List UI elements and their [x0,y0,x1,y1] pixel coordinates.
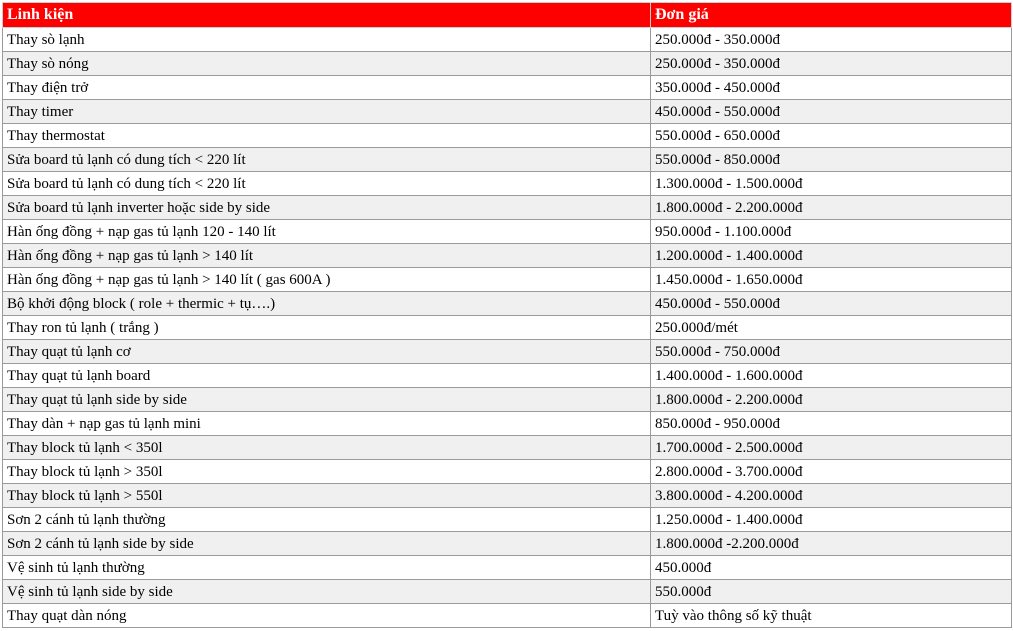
table-row [3,268,1012,292]
component-cell: Sơn 2 cánh tủ lạnh thường [3,508,651,532]
table-body [3,28,1012,628]
column-header-component: Linh kiện [3,3,651,28]
table-row [3,484,1012,508]
component-cell: Thay timer [3,100,651,124]
component-cell: Hàn ống đồng + nạp gas tủ lạnh 120 - 140 lít [3,220,651,244]
component-cell: Thay thermostat [3,124,651,148]
component-cell: Thay block tủ lạnh > 350l [3,460,651,484]
table-row [3,364,1012,388]
table-row [3,52,1012,76]
table-row [3,124,1012,148]
table-row [3,412,1012,436]
price-cell: 250.000đ - 350.000đ [651,28,1012,52]
price-cell: 550.000đ [651,580,1012,604]
price-table [2,2,1012,628]
table-row [3,436,1012,460]
component-cell: Hàn ống đồng + nạp gas tủ lạnh > 140 lít ( gas 600A ) [3,268,651,292]
price-cell: 1.800.000đ - 2.200.000đ [651,388,1012,412]
component-cell: Hàn ống đồng + nạp gas tủ lạnh > 140 lít [3,244,651,268]
price-cell: 1.450.000đ - 1.650.000đ [651,268,1012,292]
table-row [3,220,1012,244]
component-cell: Thay điện trở [3,76,651,100]
table-row [3,148,1012,172]
component-cell: Thay dàn + nạp gas tủ lạnh mini [3,412,651,436]
table-row [3,292,1012,316]
table-header-row [3,3,1012,28]
table-row [3,604,1012,628]
price-cell: 450.000đ - 550.000đ [651,100,1012,124]
price-cell: 1.700.000đ - 2.500.000đ [651,436,1012,460]
component-cell: Thay block tủ lạnh < 350l [3,436,651,460]
price-cell: 1.800.000đ -2.200.000đ [651,532,1012,556]
table-row [3,316,1012,340]
table-row [3,508,1012,532]
price-cell: 1.300.000đ - 1.500.000đ [651,172,1012,196]
component-cell: Thay block tủ lạnh > 550l [3,484,651,508]
price-cell: 1.200.000đ - 1.400.000đ [651,244,1012,268]
table-row [3,100,1012,124]
price-cell: 450.000đ [651,556,1012,580]
table-row [3,244,1012,268]
component-cell: Sửa board tủ lạnh có dung tích < 220 lít [3,148,651,172]
price-cell: 550.000đ - 750.000đ [651,340,1012,364]
table-row [3,532,1012,556]
price-cell: 550.000đ - 650.000đ [651,124,1012,148]
table-row [3,172,1012,196]
component-cell: Vệ sinh tủ lạnh side by side [3,580,651,604]
table-row [3,388,1012,412]
table-row [3,340,1012,364]
component-cell: Thay quạt tủ lạnh cơ [3,340,651,364]
column-header-price: Đơn giá [651,3,1012,28]
table-row [3,460,1012,484]
component-cell: Thay sò nóng [3,52,651,76]
price-cell: 2.800.000đ - 3.700.000đ [651,460,1012,484]
price-cell: 1.400.000đ - 1.600.000đ [651,364,1012,388]
price-cell: 250.000đ/mét [651,316,1012,340]
component-cell: Thay sò lạnh [3,28,651,52]
price-cell: 950.000đ - 1.100.000đ [651,220,1012,244]
price-cell: 550.000đ - 850.000đ [651,148,1012,172]
component-cell: Thay quạt tủ lạnh side by side [3,388,651,412]
component-cell: Sửa board tủ lạnh có dung tích < 220 lít [3,172,651,196]
price-cell: 850.000đ - 950.000đ [651,412,1012,436]
table-row [3,580,1012,604]
component-cell: Thay quạt dàn nóng [3,604,651,628]
price-cell: 250.000đ - 350.000đ [651,52,1012,76]
component-cell: Thay quạt tủ lạnh board [3,364,651,388]
price-cell: 1.800.000đ - 2.200.000đ [651,196,1012,220]
price-cell: 450.000đ - 550.000đ [651,292,1012,316]
table-row [3,76,1012,100]
table-row [3,28,1012,52]
component-cell: Sơn 2 cánh tủ lạnh side by side [3,532,651,556]
component-cell: Thay ron tủ lạnh ( trắng ) [3,316,651,340]
price-cell: 350.000đ - 450.000đ [651,76,1012,100]
price-cell: 1.250.000đ - 1.400.000đ [651,508,1012,532]
price-cell: 3.800.000đ - 4.200.000đ [651,484,1012,508]
component-cell: Vệ sinh tủ lạnh thường [3,556,651,580]
price-cell: Tuỳ vào thông số kỹ thuật [651,604,1012,628]
component-cell: Sửa board tủ lạnh inverter hoặc side by side [3,196,651,220]
table-row [3,556,1012,580]
component-cell: Bộ khởi động block ( role + thermic + tụ….) [3,292,651,316]
table-row [3,196,1012,220]
